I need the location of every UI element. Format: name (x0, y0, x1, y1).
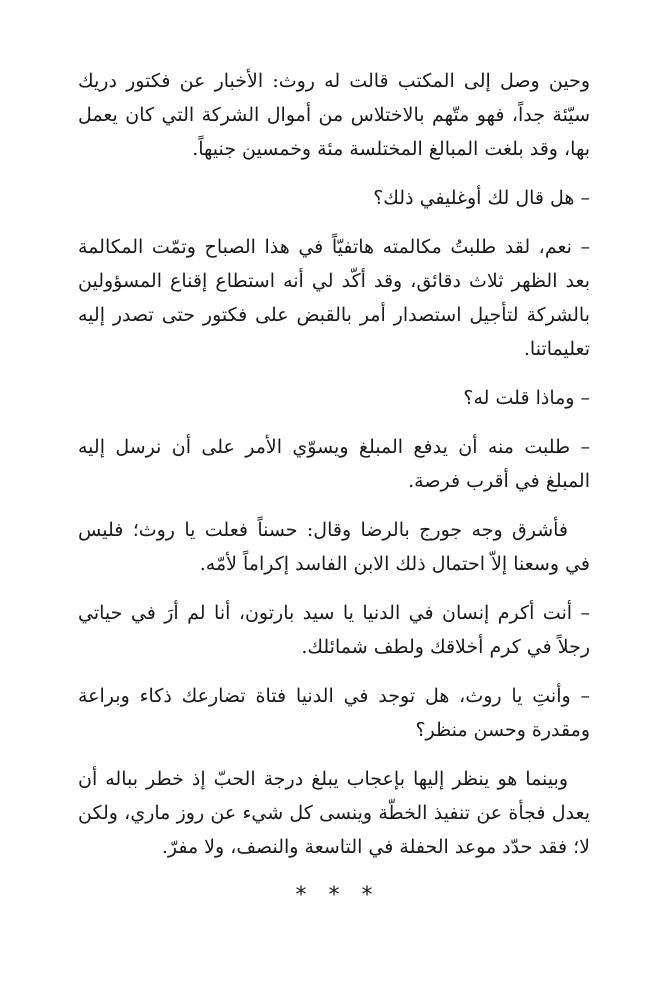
paragraph-narration-george-pleased: فأشرق وجه جورج بالرضا وقال: حسناً فعلت يا روث؛ فليس في وسعنا إلاّ احتمال ذلك الابن الفاسد إكراماً لأمّه. (78, 519, 590, 575)
paragraph-dialogue-ruth-compliment: – وأنتِ يا روث، هل توجد في الدنيا فتاة تضارعك ذكاء وبراعة ومقدرة وحسن منظر؟ (78, 685, 590, 741)
paragraph-dialogue-generous: – أنت أكرم إنسان في الدنيا يا سيد بارتون، أنا لم أرَ في حياتي رجلاً في كرم أخلاقك ولطف شمائلك. (78, 602, 590, 658)
paragraph-dialogue-what-said: – وماذا قلت له؟ (463, 387, 590, 409)
paragraph-dialogue-pay-amount: – طلبت منه أن يدفع المبلغ ويسوّي الأمر على أن نرسل إليه المبلغ في أقرب فرصة. (78, 436, 590, 492)
paragraph-narration-rosemary: وبينما هو ينظر إليها بإعجاب يبلغ درجة الحبّ إذ خطر بباله أن يعدل فجأة عن تنفيذ الخطّة وينسى كل شيء عن روز ماري، ولكن لا؛ فقد حدّد موعد الحفلة في التاسعة والنصف، ولا مفرّ. (78, 768, 590, 858)
paragraph-dialogue-question-ogilvy: – هل قال لك أوغليفي ذلك؟ (373, 187, 590, 209)
paragraph-narration-office: وحين وصل إلى المكتب قالت له روث: الأخبار عن فكتور دريك سيّئة جداً، فهو متّهم بالاختلاس من أموال الشركة التي كان يعمل بها، وقد بلغت المبالغ المختلسة مئة وخمسين جنيهاً. (78, 70, 590, 160)
section-separator-asterisks: *** (295, 883, 395, 908)
book-page (78, 64, 590, 913)
paragraph-dialogue-phone-call: – نعم، لقد طلبتُ مكالمته هاتفيّاً في هذا الصباح وتمّت المكالمة بعد الظهر ثلاث دقائق، وقد أكّد لي أنه استطاع إقناع المسؤولين بالشركة لتأجيل استصدار أمر بالقبض على فكتور حتى تصدر إليه تعليماتنا. (78, 236, 590, 360)
